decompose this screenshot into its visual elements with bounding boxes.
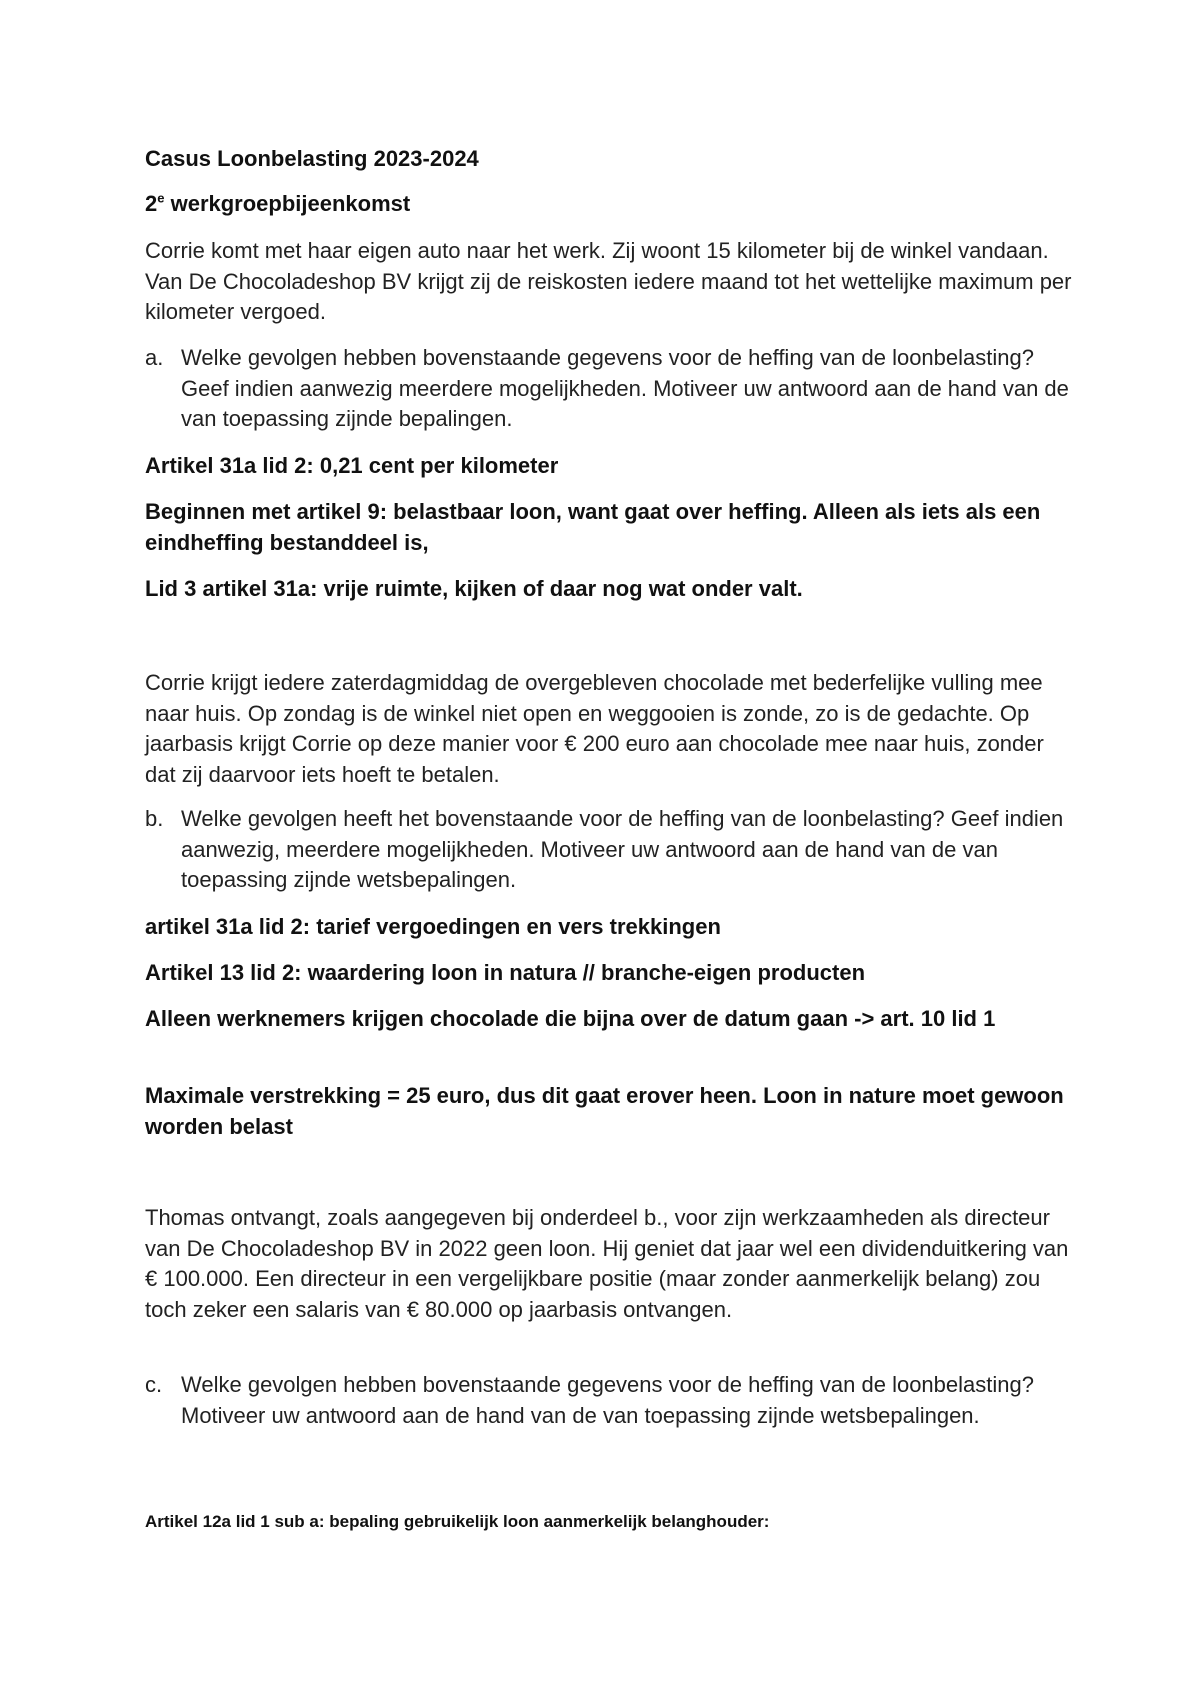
answer-b-1: artikel 31a lid 2: tarief vergoedingen en vers trekkingen [145, 914, 721, 939]
answer-c: Artikel 12a lid 1 sub a: bepaling gebruikelijk loon aanmerkelijk belanghouder: [145, 1512, 770, 1531]
answer-b-4: Maximale verstrekking = 25 euro, dus dit gaat erover heen. Loon in nature moet gewoon worden belast [145, 1083, 1064, 1139]
subtitle-superscript: e [157, 190, 165, 206]
intro-paragraph-a: Corrie komt met haar eigen auto naar het werk. Zij woont 15 kilometer bij de winkel vandaan. Van De Chocoladeshop BV krijgt zij de reiskosten iedere maand tot het wettelijke maximum per kilometer vergoed. [145, 238, 1072, 324]
answer-a-3: Lid 3 artikel 31a: vrije ruimte, kijken of daar nog wat onder valt. [145, 576, 803, 601]
question-a-label: a. [145, 345, 164, 370]
question-b-label: b. [145, 806, 164, 831]
subtitle-text: werkgroepbijeenkomst [164, 191, 411, 216]
answer-b-2: Artikel 13 lid 2: waardering loon in natura // branche-eigen producten [145, 960, 866, 985]
document-subtitle [145, 189, 1075, 220]
subtitle-number: 2 [145, 191, 158, 216]
question-a-text: Welke gevolgen hebben bovenstaande gegevens voor de heffing van de loonbelasting? Geef indien aanwezig meerdere mogelijkheden. Motiveer uw antwoord aan de hand van de van toepassing zijnde bepalingen. [181, 345, 1069, 431]
answer-a-1: Artikel 31a lid 2: 0,21 cent per kilometer [145, 453, 559, 478]
intro-paragraph-c: Thomas ontvangt, zoals aangegeven bij onderdeel b., voor zijn werkzaamheden als directeur van De Chocoladeshop BV in 2022 geen loon. Hij geniet dat jaar wel een dividenduitkering van € 100.000. Een directeur in een vergelijkbare positie (maar zonder aanmerkelijk belang) zou toch zeker een salaris van € 80.000 op jaarbasis ontvangen. [145, 1205, 1069, 1322]
intro-paragraph-b: Corrie krijgt iedere zaterdagmiddag de overgebleven chocolade met bederfelijke vulling mee naar huis. Op zondag is de winkel niet open en weggooien is zonde, zo is de gedachte. Op jaarbasis krijgt Corrie op deze manier voor € 200 euro aan chocolade mee naar huis, zonder dat zij daarvoor iets hoeft te betalen. [145, 670, 1044, 787]
answer-a-2: Beginnen met artikel 9: belastbaar loon, want gaat over heffing. Alleen als iets als een eindheffing bestanddeel is, [145, 499, 1041, 555]
question-c-label: c. [145, 1372, 163, 1397]
document-title: Casus Loonbelasting 2023-2024 [145, 146, 479, 171]
question-c-text: Welke gevolgen hebben bovenstaande gegevens voor de heffing van de loonbelasting? Motiveer uw antwoord aan de hand van de van toepassing zijnde wetsbepalingen. [181, 1372, 1034, 1428]
answer-b-3: Alleen werknemers krijgen chocolade die bijna over de datum gaan -> art. 10 lid 1 [145, 1006, 996, 1031]
question-b-text: Welke gevolgen heeft het bovenstaande voor de heffing van de loonbelasting? Geef indien aanwezig, meerdere mogelijkheden. Motiveer uw antwoord aan de hand van de van toepassing zijnde wetsbepalingen. [181, 806, 1064, 892]
